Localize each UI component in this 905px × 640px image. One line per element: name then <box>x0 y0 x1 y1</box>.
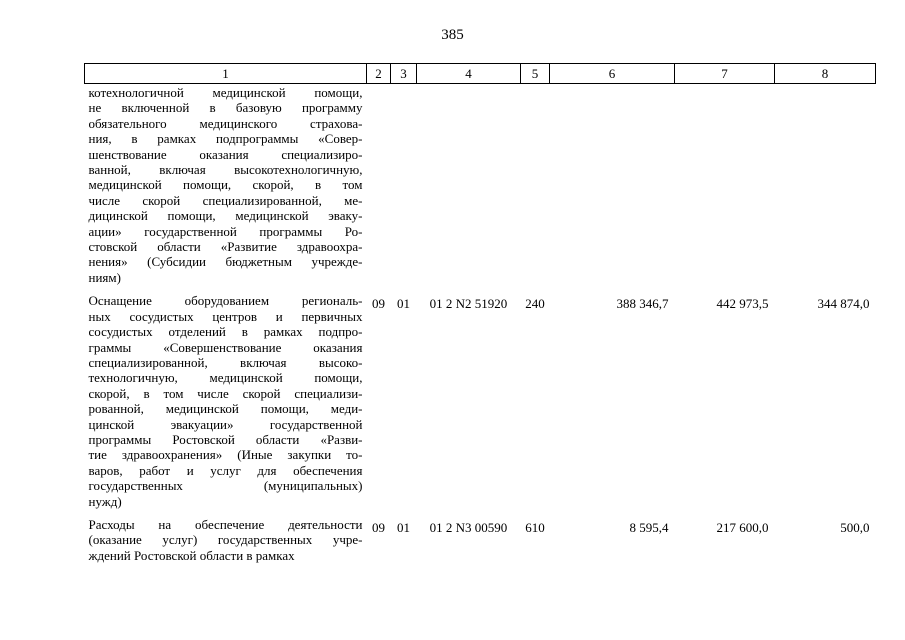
description-line: числе скорой специализированной, ме- <box>88 192 363 208</box>
description-line: нения» (Субсидии бюджетным учрежде- <box>88 254 363 270</box>
description-line: ации» государственной программы Ро- <box>88 223 363 239</box>
cell-expense-type: 610 <box>525 519 545 535</box>
description-line: ных сосудистых центров и первичных <box>88 308 363 324</box>
cell-amount-year-2: 442 973,5 <box>716 296 769 312</box>
cell-amount-year-1 <box>550 84 675 292</box>
description-line: рованной, медицинской помощи, меди- <box>88 401 363 417</box>
cell-description <box>85 291 367 515</box>
cell-target-article: 01 2 N3 00590 <box>429 519 508 535</box>
description-line: шенствование оказания специализиро- <box>88 146 363 162</box>
header-cell-5: 5 <box>521 64 550 84</box>
cell-section: 09 <box>372 519 385 535</box>
cell-target-article <box>417 84 521 292</box>
description-line: медицинской помощи, скорой, в том <box>88 177 363 193</box>
cell-amount-year-3 <box>775 84 876 292</box>
description-line: дицинской помощи, медицинской эваку- <box>88 208 363 224</box>
description-line: не включенной в базовую программу <box>88 100 363 116</box>
table-row <box>85 84 876 292</box>
description-line: котехнологичной медицинской помощи, <box>88 85 363 100</box>
cell-subsection: 01 <box>397 519 410 535</box>
description-line: Оснащение оборудованием региональ- <box>88 293 363 309</box>
cell-target-article: 01 2 N2 51920 <box>429 296 508 312</box>
cell-amount-year-3: 500,0 <box>840 519 870 535</box>
description-line: (оказание услуг) государственных учре- <box>88 532 363 548</box>
description-line: специализированной, включая высоко- <box>88 354 363 370</box>
cell-subsection <box>391 84 417 292</box>
cell-description <box>85 515 367 569</box>
description-line: ванной, включая высокотехнологичную, <box>88 162 363 178</box>
cell-section <box>367 84 391 292</box>
header-cell-6: 6 <box>550 64 675 84</box>
table-body <box>85 84 876 570</box>
header-cell-3: 3 <box>391 64 417 84</box>
cell-expense-type: 240 <box>525 296 545 312</box>
cell-amount-year-1: 388 346,7 <box>616 296 669 312</box>
header-cell-8: 8 <box>775 64 876 84</box>
header-cell-7: 7 <box>675 64 775 84</box>
cell-expense-type <box>521 84 550 292</box>
description-line: варов, работ и услуг для обеспечения <box>88 462 363 478</box>
description-line: стовской области «Развитие здравоохра- <box>88 239 363 255</box>
cell-section: 09 <box>372 296 385 312</box>
description-line: технологичную, медицинской помощи, <box>88 370 363 386</box>
page-number: 385 <box>441 27 464 43</box>
cell-subsection: 01 <box>397 296 410 312</box>
cell-amount-year-2: 217 600,0 <box>716 519 769 535</box>
description-line: тие здравоохранения» (Иные закупки то- <box>88 447 363 463</box>
description-line: Расходы на обеспечение деятельности <box>88 516 363 532</box>
description-line: сосудистых отделений в рамках подпро- <box>88 324 363 340</box>
description-line: граммы «Совершенствование оказания <box>88 339 363 355</box>
header-cell-1: 1 <box>85 64 367 84</box>
cell-amount-year-2 <box>675 84 775 292</box>
description-line: обязательного медицинского страхова- <box>88 115 363 131</box>
description-line: государственных (муниципальных) <box>88 478 363 494</box>
budget-table <box>84 63 876 569</box>
description-line: нужд) <box>88 493 122 509</box>
cell-description <box>85 84 367 292</box>
table-header-row <box>85 64 876 84</box>
description-line: ждений Ростовской области в рамках <box>88 547 295 563</box>
description-line: скорой, в том числе скорой специализи- <box>88 385 363 401</box>
table-row <box>85 515 876 569</box>
header-cell-2: 2 <box>367 64 391 84</box>
description-line: цинской эвакуации» государственной <box>88 416 363 432</box>
description-line: программы Ростовской области «Разви- <box>88 431 363 447</box>
header-cell-4: 4 <box>417 64 521 84</box>
description-line: ниям) <box>88 269 121 285</box>
table-row <box>85 291 876 515</box>
cell-amount-year-3: 344 874,0 <box>817 296 870 312</box>
description-line: ния, в рамках подпрограммы «Совер- <box>88 131 363 147</box>
cell-amount-year-1: 8 595,4 <box>629 519 669 535</box>
